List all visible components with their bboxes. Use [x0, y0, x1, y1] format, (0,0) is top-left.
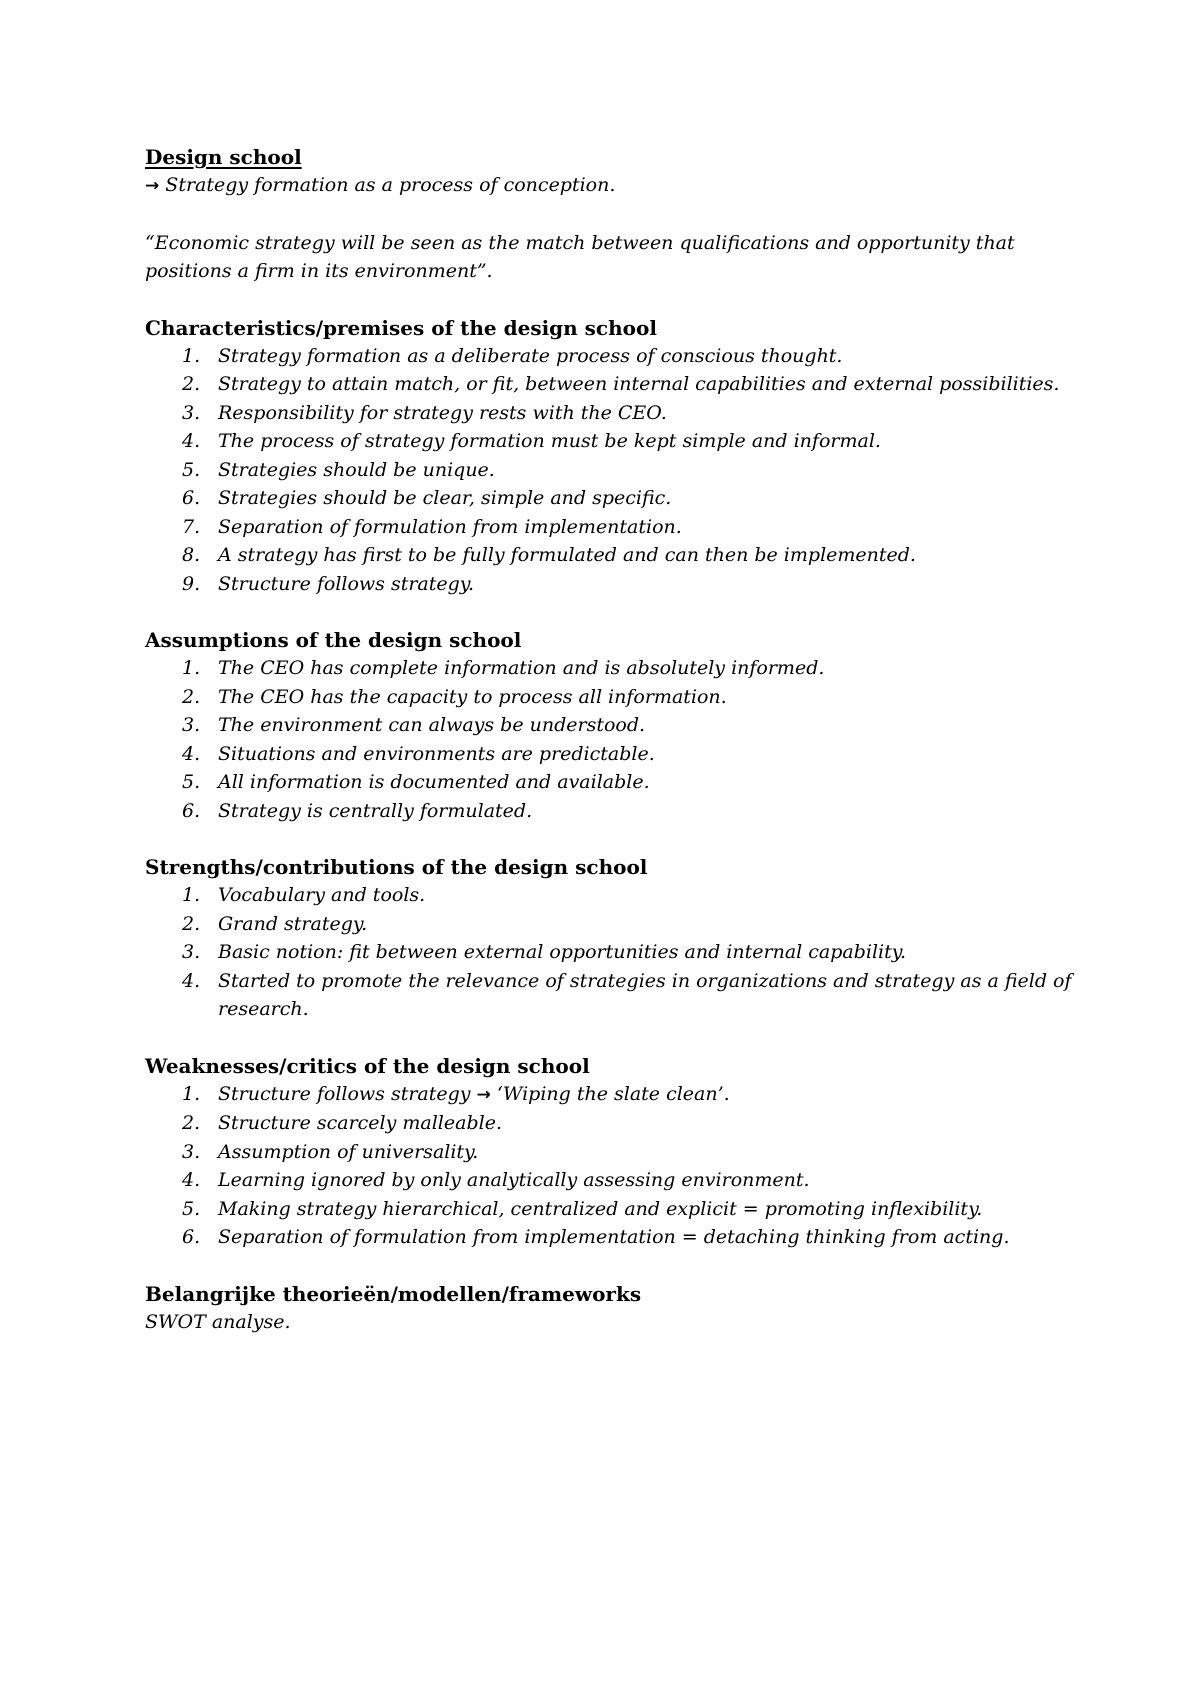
theories-text: SWOT analyse. [145, 1310, 291, 1333]
list-item: 2. The CEO has the capacity to process all information. [182, 685, 727, 708]
list-item: 4. The process of strategy formation must be kept simple and informal. [182, 430, 881, 452]
list-item: 5. All information is documented and available. [182, 771, 650, 793]
section-heading-assumptions: Assumptions of the design school [145, 628, 522, 652]
subtitle-text: Strategy formation as a process of conception. [165, 174, 616, 196]
list-item: 9. Structure follows strategy. [182, 572, 475, 595]
strengths-list [145, 881, 1075, 1024]
assumptions-list [145, 654, 1075, 825]
arrow-right-icon: → [145, 176, 160, 196]
section-heading-strengths: Strengths/contributions of the design school [145, 855, 648, 879]
subtitle-line [145, 171, 1075, 201]
list-item: 1. Structure follows strategy → ‘Wiping the slate clean’. [182, 1082, 730, 1105]
list-item: 2. Structure scarcely malleable. [182, 1112, 502, 1134]
list-item: 6. Strategies should be clear, simple and specific. [182, 487, 672, 509]
characteristics-list [145, 342, 1075, 599]
section-heading-theories: Belangrijke theorieën/modellen/frameworks [145, 1281, 642, 1306]
section-heading-characteristics: Characteristics/premises of the design school [145, 315, 657, 340]
list-item: 4. Started to promote the relevance of strategies in organizations and strategy as a field of research. [182, 969, 1072, 1020]
strategy-quote: “Economic strategy will be seen as the match between qualifications and opportunity that positions a firm in its environment”. [145, 231, 1015, 282]
list-item: 6. Strategy is centrally formulated. [182, 799, 533, 822]
list-item: 6. Separation of formulation from implementation = detaching thinking from acting. [182, 1226, 1010, 1248]
list-item: 4. Learning ignored by only analytically assessing environment. [182, 1169, 810, 1191]
list-item: 3. Responsibility for strategy rests with the CEO. [182, 401, 667, 424]
arrow-right-icon: → [476, 1084, 491, 1105]
weaknesses-list [145, 1080, 1075, 1252]
list-item: 3. Basic notion: fit between external opportunities and internal capability. [182, 941, 906, 963]
list-item: 5. Strategies should be unique. [182, 458, 495, 481]
section-heading-weaknesses: Weaknesses/critics of the design school [145, 1053, 590, 1078]
list-item: 5. Making strategy hierarchical, centralized and explicit = promoting inflexibility. [182, 1197, 983, 1220]
list-item: 4. Situations and environments are predictable. [182, 742, 655, 765]
list-item: 2. Grand strategy. [182, 912, 368, 935]
list-item: 3. The environment can always be understood. [182, 714, 646, 736]
list-item: 1. The CEO has complete information and is absolutely informed. [182, 657, 825, 679]
list-item: 2. Strategy to attain match, or fit, between internal capabilities and external possibilities. [182, 373, 1060, 395]
list-item: 8. A strategy has first to be fully formulated and can then be implemented. [182, 544, 916, 566]
list-item: 7. Separation of formulation from implementation. [182, 515, 682, 538]
list-item: 3. Assumption of universality. [182, 1140, 479, 1163]
list-item: 1. Strategy formation as a deliberate process of conscious thought. [182, 344, 843, 367]
list-item: 1. Vocabulary and tools. [182, 884, 426, 906]
document-page [145, 143, 1075, 1336]
document-title: Design school [145, 145, 302, 169]
